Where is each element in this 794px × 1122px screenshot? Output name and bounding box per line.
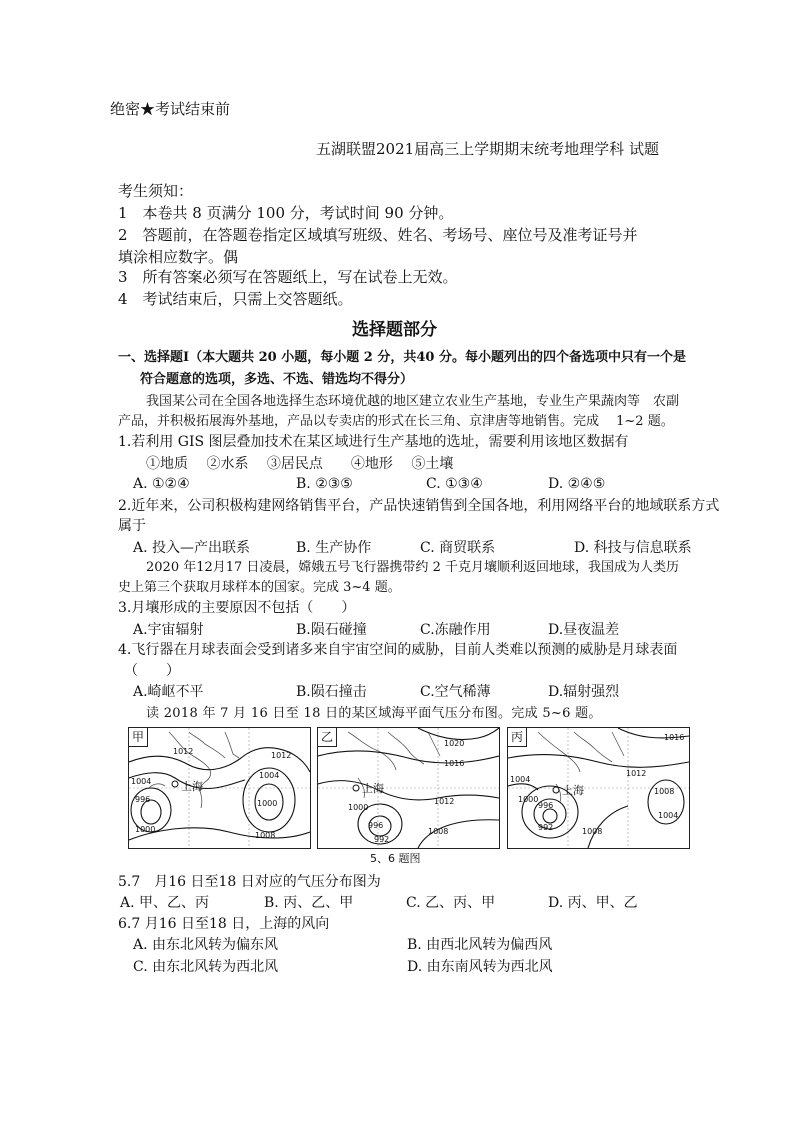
svg-text:1008: 1008 [255,831,276,840]
option-b[interactable]: B.陨石撞击 [296,684,367,700]
svg-text:1004: 1004 [259,771,280,780]
map-label: 丙 [508,728,527,747]
option-d[interactable]: D. ②④⑤ [548,476,606,492]
notice-item: 3 所有答案必须写在答题纸上，写在试卷上无效。 [118,268,458,286]
question-4-stem: 4.飞行器在月球表面会受到诸多来自宇宙空间的威胁，目前人类难以预测的威胁是月球表面 [118,642,678,658]
question-2-stem: 属于 [118,518,146,534]
svg-text:1012: 1012 [173,747,194,756]
option-a[interactable]: A. 投入—产出联系 [133,540,251,556]
svg-text:996: 996 [368,821,384,830]
option-d[interactable]: D.昼夜温差 [548,622,620,638]
svg-text:996: 996 [135,795,151,804]
notice-item: 填涂相应数字。偶 [118,248,239,266]
svg-text:1020: 1020 [444,739,465,748]
option-d[interactable]: D. 丙、甲、乙 [548,895,638,911]
notice-item: 2 答题前，在答题卷指定区域填写班级、姓名、考场号、座位号及准考证号并 [118,226,638,244]
svg-text:1008: 1008 [582,827,603,836]
svg-text:1008: 1008 [428,827,449,836]
option-d[interactable]: D. 科技与信息联系 [574,540,692,556]
option-b[interactable]: B. 由西北风转为偏西风 [407,937,553,953]
section-instruction: 符合题意的选项，多选、不选、错选均不得分） [140,372,414,387]
answer-paren: （ ） [124,663,180,679]
map-label: 乙 [318,728,337,747]
svg-text:1000: 1000 [257,799,278,808]
option-b[interactable]: B.陨石碰撞 [296,622,367,638]
option-a[interactable]: A.崎岖不平 [133,684,204,700]
svg-text:992: 992 [538,823,554,832]
option-b[interactable]: B. ②③⑤ [296,476,353,492]
option-c[interactable]: C.冻融作用 [420,622,491,638]
isobar-map [508,728,689,848]
isobar-map [318,728,499,848]
section-instruction: 一、选择题Ⅰ（本大题共 20 小题，每小题 2 分，共40 分。每小题列出的四个备选项中只有一个是 [118,350,686,365]
svg-text:1004: 1004 [510,775,531,784]
pressure-map-bing [507,727,690,849]
option-a[interactable]: A. ①②④ [133,476,190,492]
passage-text: 我国某公司在全国各地选择生态环境优越的地区建立农业生产基地，专业生产果蔬肉等 农副 [146,394,680,409]
notice-item: 4 考试结束后，只需上交答题纸。 [118,290,353,308]
svg-text:1008: 1008 [654,787,675,796]
svg-text:上海: 上海 [362,782,384,795]
option-c[interactable]: C. 由东北风转为西北风 [133,959,279,975]
question-5-stem: 5.7 月16 日至18 日对应的气压分布图为 [118,874,381,890]
passage-text: 2020 年12月17 日凌晨，嫦娥五号飞行器携带约 2 千克月壤顺利返回地球，我国成为人类历 [146,560,679,575]
question-6-stem: 6.7 月16 日至18 日，上海的风向 [118,916,330,932]
passage-text: 产品，并积极拓展海外基地，产品以专卖店的形式在长三角、京津唐等地销售。完成 1~2 题。 [118,414,674,429]
option-d[interactable]: D. 由东南风转为西北风 [407,959,553,975]
isobar-map [129,728,310,848]
option-c[interactable]: C.空气稀薄 [420,684,491,700]
option-b[interactable]: B. 生产协作 [296,540,372,556]
option-a[interactable]: A. 甲、乙、丙 [120,895,210,911]
passage-text: 读 2018 年 7 月 16 日至 18 日的某区域海平面气压分布图。完成 5~6 题。 [146,706,602,721]
exam-title: 五湖联盟2021届高三上学期期末统考地理学科 试题 [316,140,659,158]
svg-text:992: 992 [374,835,390,844]
svg-text:1004: 1004 [131,777,152,786]
option-c[interactable]: C. 商贸联系 [420,540,496,556]
svg-text:1012: 1012 [434,797,455,806]
passage-text: 史上第三个获取月球样本的国家。完成 3~4 题。 [118,580,401,595]
map-label: 甲 [129,728,148,747]
notice-heading: 考生须知： [118,182,194,200]
svg-text:1004: 1004 [658,811,679,820]
option-c[interactable]: C. 乙、丙、甲 [406,895,496,911]
option-a[interactable]: A. 由东北风转为偏东风 [133,937,279,953]
svg-text:1016: 1016 [664,733,685,742]
notice-item: 1 本卷共 8 页满分 100 分，考试时间 90 分钟。 [118,204,454,222]
option-d[interactable]: D.辐射强烈 [548,684,620,700]
svg-text:上海: 上海 [562,784,584,797]
svg-text:1012: 1012 [271,751,292,760]
svg-text:1016: 1016 [444,759,465,768]
option-c[interactable]: C. ①③④ [426,476,483,492]
question-3-stem: 3.月壤形成的主要原因不包括（ ） [118,600,356,616]
section-title: 选择题部分 [352,320,437,340]
svg-text:1012: 1012 [626,769,647,778]
pressure-map-yi [317,727,500,849]
svg-text:上海: 上海 [181,780,203,793]
svg-text:1000: 1000 [348,803,369,812]
pressure-map-jia [128,727,311,849]
figure-caption: 5、6 题图 [370,852,421,865]
option-b[interactable]: B. 丙、乙、甲 [264,895,354,911]
question-2-stem: 2.近年来，公司积极构建网络销售平台，产品快速销售到全国各地，利用网络平台的地域联系方式 [118,498,720,514]
svg-text:1000: 1000 [135,825,156,834]
svg-text:1000: 1000 [518,795,539,804]
question-1-items: ①地质 ②水系 ③居民点 ④地形 ⑤土壤 [146,456,454,472]
option-a[interactable]: A.宇宙辐射 [133,622,204,638]
confidential-mark: 绝密★考试结束前 [110,100,231,118]
svg-text:996: 996 [538,801,554,810]
question-1-stem: 1.若利用 GIS 图层叠加技术在某区域进行生产基地的选址，需要利用该地区数据有 [118,434,629,450]
